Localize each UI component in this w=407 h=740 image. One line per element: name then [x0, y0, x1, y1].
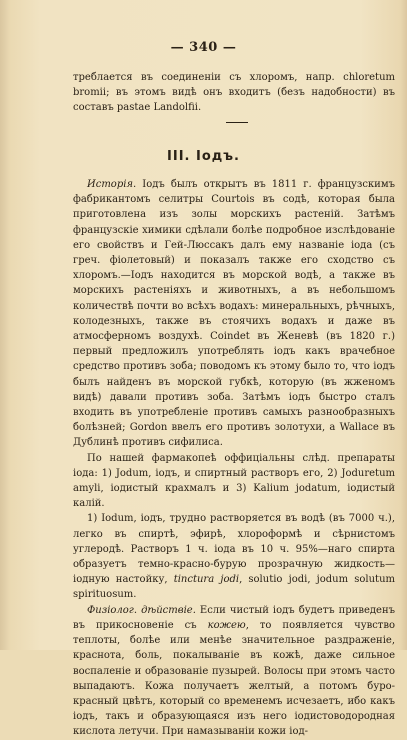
iodum-text-a: 1) Iodum, іодъ, трудно растворяется въ водѣ (въ 7000 ч.), легко въ спиртѣ, эфирѣ, хлороформѣ и сѣрнистомъ углеродѣ. Растворъ 1 ч. іода въ 10 ч. 95%—наго спирта образуетъ темно-красно-бурую прозрачную жидкость—іодную настойку, [73, 513, 395, 586]
physiology-lead: Физіолог. дѣйствіе. [87, 604, 196, 616]
section-title: III. Іодъ. [167, 149, 240, 164]
history-lead: Исторія. [87, 179, 137, 190]
iodum-paragraph [73, 511, 395, 602]
iodum-italic: tinctura jodi [173, 574, 240, 586]
history-text: Іодъ былъ открытъ въ 1811 г. французскимъ фабрикантомъ селитры Courtois въ содѣ, которая была приготовлена изъ золы морскихъ растеній. Затѣмъ французскіе химики сдѣлали болѣе подробное изслѣдованіе его свойствъ и Гей-Люссакъ далъ ему названіе іода (съ греч. фіолетовый) и показалъ также его сходство съ хлоромъ.—Іодъ находится въ морской водѣ, а также въ морскихъ растеніяхъ и животныхъ, а въ небольшомъ количествѣ почти во всѣхъ водахъ: минеральныхъ, рѣчныхъ, колодезныхъ, также въ стоячихъ водахъ и даже въ атмосферномъ воздухѣ. Coindet въ Женевѣ (въ 1820 г.) первый предложилъ употреблять іодъ какъ врачебное средство противъ зоба; поводомъ къ этому было то, что іодъ былъ найденъ въ морской губкѣ, которую (въ жженомъ видѣ) давали противъ зоба. Затѣмъ іодъ быстро сталъ входить въ употребленіе противъ самыхъ разнообразныхъ болѣзней; Gordon ввелъ его противъ золотухи, а Wallace въ Дублинѣ противъ сифилиса. [73, 179, 395, 449]
continued-paragraph [73, 70, 395, 116]
page-number: — 340 — [170, 40, 237, 55]
continued-text: треблается въ соединеніи съ хлоромъ, напр. chloretum bromii; въ этомъ видѣ онъ входитъ (безъ надобности) въ составъ pastae Landolfii. [73, 72, 395, 114]
pharmacopoeia-paragraph: По нашей фармакопеѣ оффиціальны слѣд. препараты іода: 1) Jodum, іодъ, и спиртный растворъ его, 2) Joduretum amyli, іодистый крахмалъ и 3) Kalium jodatum, іодистый калій. [73, 452, 395, 510]
physiology-text-a: Если чистый іодъ будетъ приведенъ въ прикосновеніе съ [73, 604, 395, 631]
history-paragraph [73, 177, 395, 451]
iodum-text-b: , solutio jodi, jodum solutum spirituosum. [73, 574, 395, 601]
separator-rule [226, 122, 248, 123]
physiology-paragraph [73, 603, 395, 740]
physiology-text-b: , то появляется чувство теплоты, болѣе или менѣе значительное раздраженіе, краснота, боль, покалываніе въ кожѣ, даже сильное воспаленіе и образованіе пузырей. Волосы при этомъ часто выпадаютъ. Кожа получаетъ желтый, а потомъ буро-красный цвѣтъ, который со временемъ исчезаетъ, ибо какъ іодъ, такъ и образующаяся изъ него іодистоводородная кислота летучи. При намазываніи кожи іод- [73, 619, 395, 738]
section-body [73, 177, 395, 740]
physiology-italic: кожею [207, 619, 246, 631]
